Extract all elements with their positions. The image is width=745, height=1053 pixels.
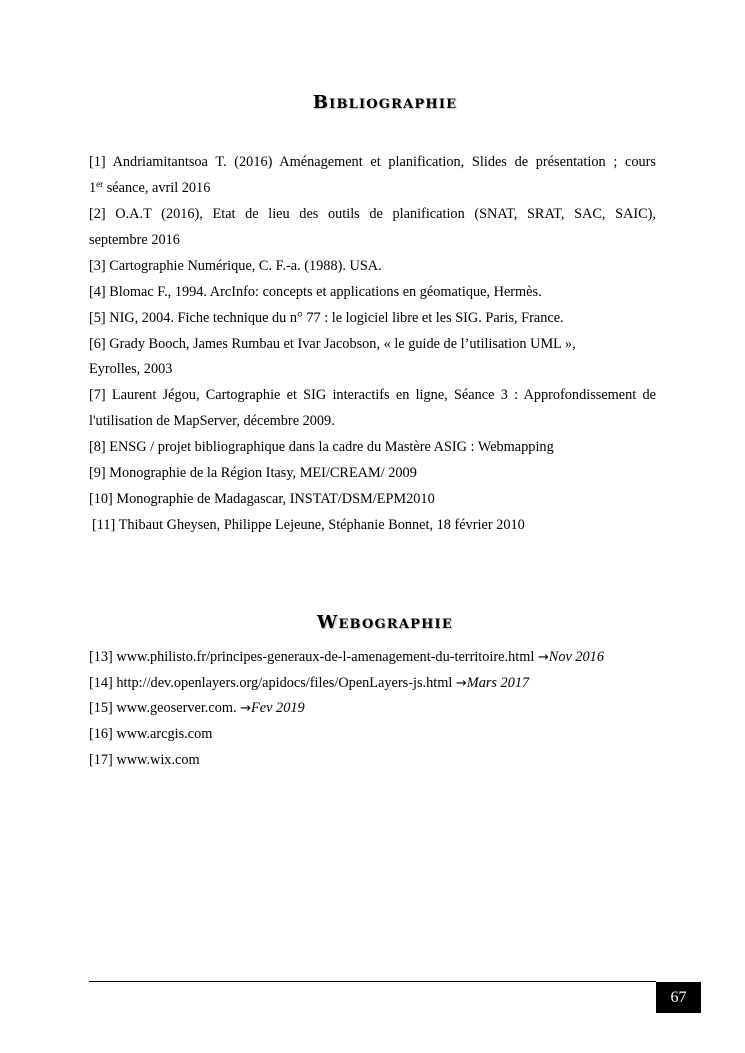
reference-1-ordinal: 1	[89, 180, 97, 196]
arrow-right-icon: →	[455, 676, 467, 691]
reference-10: [10] Monographie de Madagascar, INSTAT/DSM/EPM2010	[89, 491, 435, 507]
reference-2-line-2: septembre 2016	[89, 232, 180, 248]
reference-11: [11] Thibaut Gheysen, Philippe Lejeune, Stéphanie Bonnet, 18 février 2010	[92, 517, 525, 533]
reference-7-line-1: [7] Laurent Jégou, Cartographie et SIG interactifs en ligne, Séance 3 : Approfondissement de	[89, 387, 656, 403]
web-reference-17: [17] www.wix.com	[89, 752, 200, 768]
reference-1-superscript: er	[96, 179, 104, 189]
web-reference-15	[89, 699, 656, 718]
reference-6-line-1: [6] Grady Booch, James Rumbau et Ivar Jacobson, « le guide de l’utilisation UML »,	[89, 336, 576, 352]
reference-2-line-1: [2] O.A.T (2016), Etat de lieu des outils de planification (SNAT, SRAT, SAC, SAIC),	[89, 206, 656, 222]
reference-9: [9] Monographie de la Région Itasy, MEI/CREAM/ 2009	[89, 465, 417, 481]
web-reference-13-date: Nov 2016	[548, 649, 604, 665]
page-number: 67	[656, 982, 701, 1013]
arrow-right-icon: →	[537, 650, 549, 665]
reference-1-line-1: [1] Andriamitantsoa T. (2016) Aménagement et planification, Slides de présentation ; cours	[89, 154, 656, 170]
web-reference-13-text: [13] www.philisto.fr/principes-generaux-de-l-amenagement-du-territoire.html	[89, 649, 538, 665]
reference-1-rest: séance, avril 2016	[103, 180, 211, 196]
web-reference-15-date: Fev 2019	[251, 700, 305, 716]
reference-5: [5] NIG, 2004. Fiche technique du n° 77 : le logiciel libre et les SIG. Paris, France.	[89, 310, 564, 326]
web-reference-14	[89, 674, 656, 693]
reference-6-line-2: Eyrolles, 2003	[89, 361, 173, 377]
web-reference-14-date: Mars 2017	[466, 675, 530, 691]
reference-7-line-2: l'utilisation de MapServer, décembre 2009.	[89, 413, 335, 429]
arrow-right-icon: →	[240, 701, 252, 716]
reference-4: [4] Blomac F., 1994. ArcInfo: concepts et applications en géomatique, Hermès.	[89, 284, 542, 300]
reference-1-line-2	[89, 179, 656, 197]
reference-3: [3] Cartographie Numérique, C. F.-a. (1988). USA.	[89, 258, 382, 274]
web-reference-15-text: [15] www.geoserver.com.	[89, 700, 241, 716]
bibliography-title: Bibliographie	[312, 92, 458, 113]
web-reference-13	[89, 648, 656, 667]
footer-divider	[89, 981, 656, 982]
webography-title: Webographie	[317, 612, 453, 633]
web-reference-14-text: [14] http://dev.openlayers.org/apidocs/files/OpenLayers-js.html	[89, 675, 456, 691]
web-reference-16: [16] www.arcgis.com	[89, 726, 213, 742]
reference-8: [8] ENSG / projet bibliographique dans la cadre du Mastère ASIG : Webmapping	[89, 439, 554, 455]
